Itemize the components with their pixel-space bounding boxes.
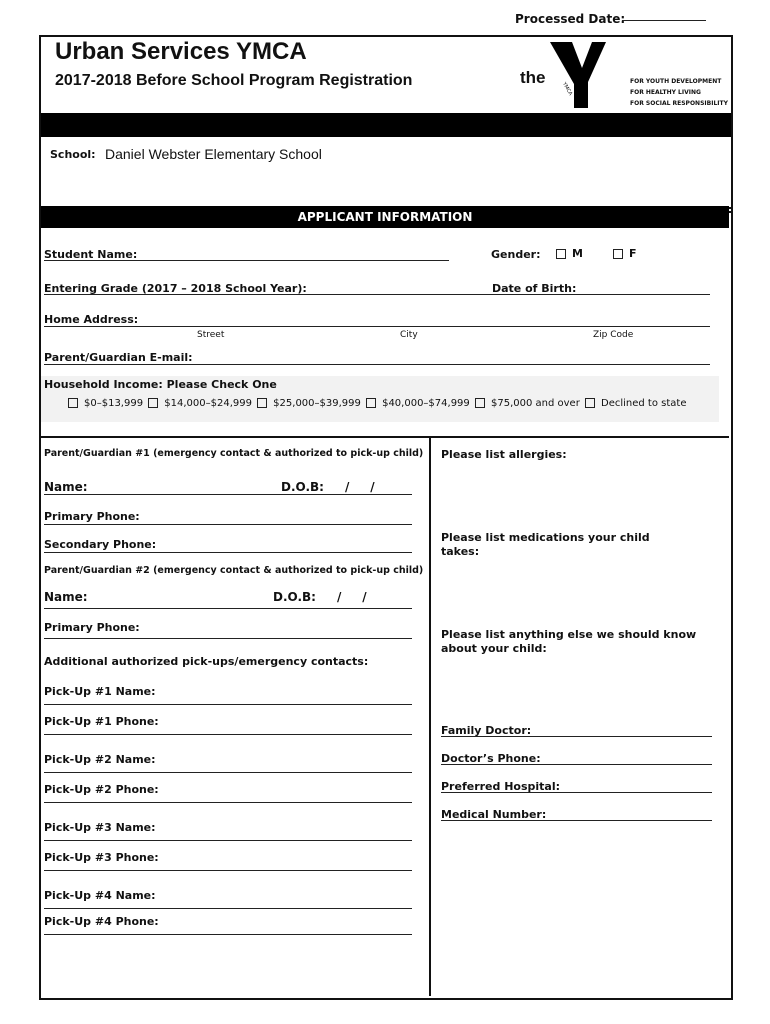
income-option-label: $40,000–$74,999 [382,398,470,409]
tagline-line: FOR SOCIAL RESPONSIBILITY [630,100,728,107]
guardian1-dob-label: D.O.B: [281,480,324,494]
guardian2-name-field[interactable] [44,608,412,609]
pickup1-phone-label: Pick-Up #1 Phone: [44,715,159,728]
ymca-tagline [630,76,728,109]
income-option[interactable] [68,398,143,409]
income-option[interactable] [366,398,470,409]
gender-m-option[interactable] [556,247,583,260]
income-option-label: $25,000–$39,999 [273,398,361,409]
student-name-label: Student Name: [44,248,138,261]
pickup4-phone-field[interactable] [44,934,412,935]
gender-f-option[interactable] [613,247,637,260]
grade-dob-field[interactable] [44,294,710,295]
pickup3-phone-label: Pick-Up #3 Phone: [44,851,159,864]
email-field[interactable] [44,364,710,365]
doctor-phone-field[interactable] [441,764,712,765]
family-doctor-label: Family Doctor: [441,724,532,737]
income-option-label: Declined to state [601,398,687,409]
pickup4-phone-label: Pick-Up #4 Phone: [44,915,159,928]
applicant-section-title: APPLICANT INFORMATION [297,210,473,224]
student-name-field[interactable] [44,260,449,261]
processed-date-label: Processed Date: [515,12,626,26]
medications-label: Please list medications your child takes: [441,531,650,558]
income-option[interactable] [585,398,686,409]
org-title: Urban Services YMCA [55,38,307,65]
hospital-label: Preferred Hospital: [441,780,561,793]
guardian1-heading: Parent/Guardian #1 (emergency contact & authorized to pick-up child) [44,448,424,459]
grade-label: Entering Grade (2017 – 2018 School Year): [44,282,307,295]
processed-date-field[interactable] [622,20,706,21]
checkbox-icon[interactable] [475,398,485,408]
pickup4-name-field[interactable] [44,908,412,909]
logo-ymca-text: YMCA [560,81,574,97]
pickups-heading: Additional authorized pick-ups/emergency contacts: [44,655,369,668]
pickup1-name-label: Pick-Up #1 Name: [44,685,156,698]
home-address-label: Home Address: [44,313,139,326]
city-sublabel: City [400,330,418,340]
income-label: Household Income: Please Check One [44,378,277,391]
checkbox-icon[interactable] [366,398,376,408]
guardian1-name-field[interactable] [44,494,412,495]
pickup2-phone-label: Pick-Up #2 Phone: [44,783,159,796]
dob-label: Date of Birth: [492,282,577,295]
guardian1-dob-slashes: / / [345,480,375,494]
pickup1-phone-field[interactable] [44,734,412,735]
checkbox-icon[interactable] [613,249,623,259]
zip-sublabel: Zip Code [593,330,634,340]
checkbox-icon[interactable] [68,398,78,408]
guardian2-heading: Parent/Guardian #2 (emergency contact & authorized to pick-up child) [44,565,424,576]
family-doctor-field[interactable] [441,736,712,737]
gender-f-label: F [629,247,637,260]
checkbox-icon[interactable] [585,398,595,408]
pickup3-name-field[interactable] [44,840,412,841]
pickup1-name-field[interactable] [44,704,412,705]
income-option[interactable] [475,398,580,409]
program-title: 2017-2018 Before School Program Registration [55,72,413,89]
ymca-logo [515,40,615,110]
income-option-label: $14,000–$24,999 [164,398,252,409]
guardian1-primary-phone-field[interactable] [44,524,412,525]
doctor-phone-label: Doctor’s Phone: [441,752,541,765]
pickup4-name-label: Pick-Up #4 Name: [44,889,156,902]
tagline-line: FOR HEALTHY LIVING [630,89,701,96]
section-divider [41,436,729,438]
checkbox-icon[interactable] [148,398,158,408]
guardian2-name-label: Name: [44,590,88,604]
income-option-label: $75,000 and over [490,398,580,409]
email-label: Parent/Guardian E-mail: [44,351,193,364]
guardian1-name-label: Name: [44,480,88,494]
home-address-field[interactable] [44,326,710,327]
allergies-label: Please list allergies: [441,448,567,461]
hospital-field[interactable] [441,792,712,793]
guardian1-primary-phone-label: Primary Phone: [44,510,140,523]
other-info-label: Please list anything else we should know about your child: [441,628,697,655]
income-option-label: $0–$13,999 [84,398,144,409]
guardian1-secondary-phone-field[interactable] [44,552,412,553]
pickup2-name-field[interactable] [44,772,412,773]
column-divider [429,436,431,996]
income-option[interactable] [257,398,361,409]
income-options [68,398,686,409]
medical-number-field[interactable] [441,820,712,821]
gender-m-label: M [572,247,583,260]
checkbox-icon[interactable] [556,249,566,259]
guardian2-dob-slashes: / / [337,590,367,604]
school-value[interactable]: Daniel Webster Elementary School [105,146,322,162]
gender-label: Gender: [491,248,541,261]
logo-the-text: the [520,68,546,87]
tagline-line: FOR YOUTH DEVELOPMENT [630,78,722,85]
pickup3-name-label: Pick-Up #3 Name: [44,821,156,834]
pickup3-phone-field[interactable] [44,870,412,871]
pickup2-name-label: Pick-Up #2 Name: [44,753,156,766]
checkbox-icon[interactable] [257,398,267,408]
street-sublabel: Street [197,330,225,340]
guardian2-primary-phone-label: Primary Phone: [44,621,140,634]
header-black-bar [41,113,731,137]
pickup2-phone-field[interactable] [44,802,412,803]
income-option[interactable] [148,398,252,409]
medical-number-label: Medical Number: [441,808,547,821]
ymca-y-icon [550,40,610,110]
guardian2-dob-label: D.O.B: [273,590,316,604]
guardian1-secondary-phone-label: Secondary Phone: [44,538,157,551]
guardian2-primary-phone-field[interactable] [44,638,412,639]
school-label: School: [50,148,96,161]
